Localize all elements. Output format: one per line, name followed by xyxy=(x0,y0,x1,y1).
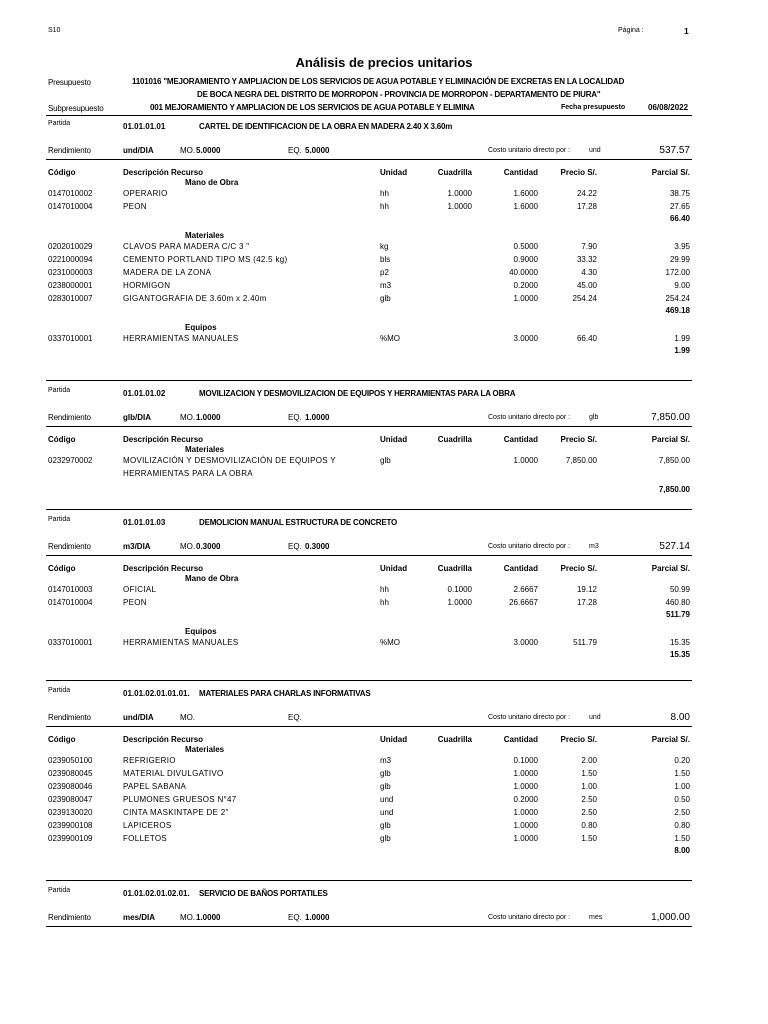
item-unit: glb xyxy=(380,294,391,303)
item-cuadrilla: 1.0000 xyxy=(447,598,472,607)
page-title: Análisis de precios unitarios xyxy=(295,55,473,70)
item-parcial: 0.20 xyxy=(674,756,690,765)
item-precio: 254.24 xyxy=(572,294,597,303)
item-cantidad: 2.6667 xyxy=(513,585,538,594)
col-descripcion-header: Descripción Recurso xyxy=(123,564,204,573)
item-code: 0239080046 xyxy=(48,782,93,791)
item-code: 0221000094 xyxy=(48,255,93,264)
group-total: 1.99 xyxy=(674,346,690,355)
item-unit: glb xyxy=(380,456,391,465)
item-code: 0337010001 xyxy=(48,334,93,343)
mo-value: 1.0000 xyxy=(196,913,221,922)
item-description-cont: HERRAMIENTAS PARA LA OBRA xyxy=(123,469,253,478)
partida-label: Partida xyxy=(48,120,71,127)
costo-value: 527.14 xyxy=(659,541,690,552)
mo-value: 5.0000 xyxy=(196,146,221,155)
item-cantidad: 0.2000 xyxy=(513,795,538,804)
item-parcial: 1.50 xyxy=(674,834,690,843)
subpresupuesto-label: Subpresupuesto xyxy=(48,104,104,113)
group-total: 7,850.00 xyxy=(658,485,690,494)
item-parcial: 15.35 xyxy=(669,638,690,647)
item-code: 0231000003 xyxy=(48,268,93,277)
table-row xyxy=(0,255,768,267)
item-precio: 33.32 xyxy=(576,255,597,264)
costo-label: Costo unitario directo por : xyxy=(488,543,571,550)
table-row xyxy=(0,585,768,597)
item-precio: 1.50 xyxy=(581,834,597,843)
col-cantidad-header: Cantidad xyxy=(503,168,538,177)
table-row xyxy=(0,268,768,280)
partida-label: Partida xyxy=(48,687,71,694)
item-parcial: 1.50 xyxy=(674,769,690,778)
item-description: HERRAMIENTAS MANUALES xyxy=(123,334,239,343)
table-row xyxy=(0,769,768,781)
item-precio: 19.12 xyxy=(576,585,597,594)
costo-unit: mes xyxy=(589,914,603,921)
item-description: CINTA MASKINTAPE DE 2" xyxy=(123,808,229,817)
item-parcial: 50.99 xyxy=(669,585,690,594)
item-cantidad: 3.0000 xyxy=(513,334,538,343)
item-precio: 2.00 xyxy=(581,756,597,765)
s10-label: S10 xyxy=(48,27,61,34)
item-parcial: 0.80 xyxy=(674,821,690,830)
col-cuadrilla-header: Cuadrilla xyxy=(437,168,472,177)
rendimiento-unit: glb/DIA xyxy=(123,413,151,422)
item-description: GIGANTOGRAFIA DE 3.60m x 2.40m xyxy=(123,294,267,303)
costo-unit: glb xyxy=(589,414,599,421)
col-parcial-header: Parcial S/. xyxy=(651,435,690,444)
item-cantidad: 1.0000 xyxy=(513,821,538,830)
costo-value: 537.57 xyxy=(659,145,690,156)
item-parcial: 460.80 xyxy=(665,598,690,607)
item-cantidad: 1.0000 xyxy=(513,769,538,778)
table-row xyxy=(0,782,768,794)
item-code: 0202010029 xyxy=(48,242,93,251)
costo-label: Costo unitario directo por : xyxy=(488,714,571,721)
item-description: LAPICEROS xyxy=(123,821,172,830)
item-unit: %MO xyxy=(380,334,400,343)
eq-label: EQ. xyxy=(288,913,302,922)
item-parcial: 0.50 xyxy=(674,795,690,804)
item-cantidad: 0.5000 xyxy=(513,242,538,251)
item-description: CLAVOS PARA MADERA C/C 3 " xyxy=(123,242,250,251)
col-cantidad-header: Cantidad xyxy=(503,564,538,573)
group-label: Materiales xyxy=(185,231,225,240)
item-code: 0239900109 xyxy=(48,834,93,843)
fecha-presupuesto-label: Fecha presupuesto xyxy=(561,104,626,111)
item-code: 0337010001 xyxy=(48,638,93,647)
partida-name: MOVILIZACION Y DESMOVILIZACION DE EQUIPOS Y HERRAMIENTAS PARA LA OBRA xyxy=(199,389,516,398)
eq-label: EQ. xyxy=(288,413,302,422)
item-unit: m3 xyxy=(380,281,392,290)
table-row xyxy=(0,821,768,833)
item-unit: kg xyxy=(380,242,389,251)
item-code: 0283010007 xyxy=(48,294,93,303)
item-cantidad: 1.0000 xyxy=(513,782,538,791)
item-description: FOLLETOS xyxy=(123,834,168,843)
table-row xyxy=(0,242,768,254)
item-code: 0238000001 xyxy=(48,281,93,290)
table-row xyxy=(0,334,768,346)
rendimiento-divider xyxy=(46,926,692,927)
item-precio: 1.00 xyxy=(581,782,597,791)
item-precio: 17.28 xyxy=(576,202,597,211)
item-unit: glb xyxy=(380,821,391,830)
eq-label: EQ. xyxy=(288,146,302,155)
item-unit: glb xyxy=(380,769,391,778)
group-label: Equipos xyxy=(185,323,217,332)
item-cantidad: 1.0000 xyxy=(513,808,538,817)
partida-section xyxy=(0,885,768,895)
item-cantidad: 0.2000 xyxy=(513,281,538,290)
mo-label: MO. xyxy=(180,713,196,722)
mo-label: MO. xyxy=(180,146,196,155)
partida-label: Partida xyxy=(48,516,71,523)
item-parcial: 3.95 xyxy=(674,242,690,251)
fecha-presupuesto-value: 06/08/2022 xyxy=(648,103,689,112)
costo-unit: und xyxy=(589,714,601,721)
col-descripcion-header: Descripción Recurso xyxy=(123,435,204,444)
col-parcial-header: Parcial S/. xyxy=(651,564,690,573)
eq-value: 5.0000 xyxy=(305,146,330,155)
eq-label: EQ. xyxy=(288,542,302,551)
rendimiento-unit: und/DIA xyxy=(123,713,154,722)
rendimiento-label: Rendimiento xyxy=(48,413,91,422)
group-label: Mano de Obra xyxy=(185,574,239,583)
presupuesto-value-line1: 1101016 "MEJORAMIENTO Y AMPLIACION DE LOS SERVICIOS DE AGUA POTABLE Y ELIMINACIÓN DE EXCRETAS EN LA LOCALIDAD xyxy=(132,77,625,86)
item-description: PEON xyxy=(123,202,147,211)
item-cuadrilla: 1.0000 xyxy=(447,189,472,198)
col-codigo-header: Código xyxy=(48,564,76,573)
table-row xyxy=(0,189,768,201)
item-precio: 7,850.00 xyxy=(565,456,597,465)
table-row-continuation xyxy=(0,469,768,481)
item-unit: hh xyxy=(380,189,389,198)
partida-name: CARTEL DE IDENTIFICACION DE LA OBRA EN MADERA 2.40 X 3.60m xyxy=(199,122,453,131)
item-unit: und xyxy=(380,808,394,817)
item-parcial: 27.65 xyxy=(669,202,690,211)
item-parcial: 9.00 xyxy=(674,281,690,290)
col-unidad-header: Unidad xyxy=(380,564,408,573)
mo-value: 1.0000 xyxy=(196,413,221,422)
item-code: 0239050100 xyxy=(48,756,93,765)
item-description: PAPEL SABANA xyxy=(123,782,187,791)
item-precio: 45.00 xyxy=(576,281,597,290)
col-cantidad-header: Cantidad xyxy=(503,435,538,444)
item-code: 0239080045 xyxy=(48,769,93,778)
group-label: Equipos xyxy=(185,627,217,636)
item-cantidad: 1.0000 xyxy=(513,834,538,843)
costo-label: Costo unitario directo por : xyxy=(488,914,571,921)
col-codigo-header: Código xyxy=(48,168,76,177)
mo-label: MO. xyxy=(180,413,196,422)
item-cantidad: 1.0000 xyxy=(513,294,538,303)
rendimiento-divider xyxy=(46,159,692,160)
item-code: 0239130020 xyxy=(48,808,93,817)
partida-code: 01.01.02.01.02.01. xyxy=(123,889,190,898)
rendimiento-label: Rendimiento xyxy=(48,913,91,922)
item-cantidad: 1.0000 xyxy=(513,456,538,465)
costo-value: 8.00 xyxy=(670,712,690,723)
costo-unit: und xyxy=(589,147,601,154)
page-label: Página : xyxy=(618,27,644,34)
item-cantidad: 1.6000 xyxy=(513,189,538,198)
partida-name: DEMOLICION MANUAL ESTRUCTURA DE CONCRETO xyxy=(199,518,398,527)
item-cuadrilla: 1.0000 xyxy=(447,202,472,211)
partida-code: 01.01.01.02 xyxy=(123,389,166,398)
partida-divider xyxy=(46,880,692,881)
item-parcial: 38.75 xyxy=(669,189,690,198)
item-unit: hh xyxy=(380,598,389,607)
item-code: 0147010002 xyxy=(48,189,93,198)
partida-section xyxy=(0,685,768,695)
col-precio-header: Precio S/. xyxy=(560,168,597,177)
item-code: 0147010003 xyxy=(48,585,93,594)
item-unit: hh xyxy=(380,585,389,594)
rendimiento-unit: m3/DIA xyxy=(123,542,151,551)
partida-label: Partida xyxy=(48,887,71,894)
table-row xyxy=(0,638,768,650)
item-cantidad: 3.0000 xyxy=(513,638,538,647)
item-unit: m3 xyxy=(380,756,392,765)
item-code: 0147010004 xyxy=(48,598,93,607)
rendimiento-unit: und/DIA xyxy=(123,146,154,155)
rendimiento-divider xyxy=(46,426,692,427)
item-unit: und xyxy=(380,795,394,804)
item-code: 0232970002 xyxy=(48,456,93,465)
item-parcial: 172.00 xyxy=(665,268,690,277)
partida-code: 01.01.01.03 xyxy=(123,518,166,527)
rendimiento-label: Rendimiento xyxy=(48,542,91,551)
rendimiento-label: Rendimiento xyxy=(48,146,91,155)
col-unidad-header: Unidad xyxy=(380,735,408,744)
item-cantidad: 26.6667 xyxy=(509,598,538,607)
item-precio: 511.79 xyxy=(573,638,597,647)
item-cuadrilla: 0.1000 xyxy=(447,585,472,594)
item-cantidad: 0.9000 xyxy=(513,255,538,264)
item-precio: 2.50 xyxy=(581,795,597,804)
item-precio: 7.90 xyxy=(581,242,597,251)
group-total: 15.35 xyxy=(669,650,690,659)
item-description: MADERA DE LA ZONA xyxy=(123,268,212,277)
col-unidad-header: Unidad xyxy=(380,435,408,444)
page-number: 1 xyxy=(684,26,689,36)
item-description: OPERARIO xyxy=(123,189,168,198)
table-row xyxy=(0,756,768,768)
item-precio: 17.28 xyxy=(576,598,597,607)
group-total: 469.18 xyxy=(665,306,690,315)
table-row xyxy=(0,456,768,468)
rendimiento-label: Rendimiento xyxy=(48,713,91,722)
item-parcial: 254.24 xyxy=(665,294,690,303)
col-precio-header: Precio S/. xyxy=(560,564,597,573)
rendimiento-unit: mes/DIA xyxy=(123,913,156,922)
presupuesto-value-line2: DE BOCA NEGRA DEL DISTRITO DE MORROPON - PROVINCIA DE MORROPON - DEPARTAMENTO DE PIURA" xyxy=(197,90,601,99)
table-row xyxy=(0,598,768,610)
table-row xyxy=(0,281,768,293)
col-cuadrilla-header: Cuadrilla xyxy=(437,435,472,444)
rendimiento-divider xyxy=(46,726,692,727)
eq-value: 1.0000 xyxy=(305,913,330,922)
presupuesto-label: Presupuesto xyxy=(48,78,91,87)
col-descripcion-header: Descripción Recurso xyxy=(123,168,204,177)
col-cuadrilla-header: Cuadrilla xyxy=(437,735,472,744)
group-label: Materiales xyxy=(185,745,225,754)
item-cantidad: 1.6000 xyxy=(513,202,538,211)
item-precio: 1.50 xyxy=(581,769,597,778)
item-description: REFRIGERIO xyxy=(123,756,176,765)
item-description: HORMIGON xyxy=(123,281,171,290)
costo-value: 1,000.00 xyxy=(651,912,690,923)
item-precio: 0.80 xyxy=(581,821,597,830)
item-precio: 4.30 xyxy=(581,268,597,277)
item-description: PLUMONES GRUESOS N°47 xyxy=(123,795,237,804)
partida-code: 01.01.02.01.01.01. xyxy=(123,689,190,698)
mo-label: MO. xyxy=(180,542,196,551)
eq-label: EQ. xyxy=(288,713,302,722)
item-parcial: 2.50 xyxy=(674,808,690,817)
costo-label: Costo unitario directo por : xyxy=(488,147,571,154)
item-unit: %MO xyxy=(380,638,400,647)
partida-name: MATERIALES PARA CHARLAS INFORMATIVAS xyxy=(199,689,371,698)
mo-label: MO. xyxy=(180,913,196,922)
item-precio: 24.22 xyxy=(576,189,597,198)
item-code: 0239900108 xyxy=(48,821,93,830)
col-cuadrilla-header: Cuadrilla xyxy=(437,564,472,573)
item-parcial: 29.99 xyxy=(669,255,690,264)
item-unit: p2 xyxy=(380,268,389,277)
rendimiento-divider xyxy=(46,555,692,556)
col-precio-header: Precio S/. xyxy=(560,735,597,744)
header-divider xyxy=(46,115,692,116)
eq-value: 0.3000 xyxy=(305,542,330,551)
table-row xyxy=(0,294,768,306)
col-precio-header: Precio S/. xyxy=(560,435,597,444)
item-cantidad: 40.0000 xyxy=(509,268,538,277)
group-total: 511.79 xyxy=(665,610,690,619)
item-unit: glb xyxy=(380,782,391,791)
item-unit: hh xyxy=(380,202,389,211)
col-parcial-header: Parcial S/. xyxy=(651,168,690,177)
partida-divider xyxy=(46,680,692,681)
partida-code: 01.01.01.01 xyxy=(123,122,166,131)
group-label: Mano de Obra xyxy=(185,178,239,187)
costo-unit: m3 xyxy=(589,543,599,550)
group-label: Materiales xyxy=(185,445,225,454)
item-description: CEMENTO PORTLAND TIPO MS (42.5 kg) xyxy=(123,255,288,264)
item-description: OFICIAL xyxy=(123,585,157,594)
col-codigo-header: Código xyxy=(48,435,76,444)
col-cantidad-header: Cantidad xyxy=(503,735,538,744)
col-parcial-header: Parcial S/. xyxy=(651,735,690,744)
item-unit: bls xyxy=(380,255,391,264)
group-total: 66.40 xyxy=(669,214,690,223)
item-parcial: 1.99 xyxy=(674,334,690,343)
table-row xyxy=(0,795,768,807)
partida-name: SERVICIO DE BAÑOS PORTATILES xyxy=(199,889,328,898)
item-precio: 2.50 xyxy=(581,808,597,817)
table-row xyxy=(0,202,768,214)
table-row xyxy=(0,808,768,820)
item-parcial: 7,850.00 xyxy=(658,456,690,465)
col-codigo-header: Código xyxy=(48,735,76,744)
partida-divider xyxy=(46,509,692,510)
col-unidad-header: Unidad xyxy=(380,168,408,177)
item-code: 0147010004 xyxy=(48,202,93,211)
partida-label: Partida xyxy=(48,387,71,394)
group-total: 8.00 xyxy=(674,846,690,855)
costo-label: Costo unitario directo por : xyxy=(488,414,571,421)
item-parcial: 1.00 xyxy=(674,782,690,791)
item-description: MOVILIZACIÓN Y DESMOVILIZACIÓN DE EQUIPOS Y xyxy=(123,456,336,465)
costo-value: 7,850.00 xyxy=(651,412,690,423)
item-description: PEON xyxy=(123,598,147,607)
eq-value: 1.0000 xyxy=(305,413,330,422)
subpresupuesto-value: 001 MEJORAMIENTO Y AMPLIACION DE LOS SERVICIOS DE AGUA POTABLE Y ELIMINA xyxy=(150,103,475,112)
item-precio: 66.40 xyxy=(576,334,597,343)
item-description: MATERIAL DIVULGATIVO xyxy=(123,769,224,778)
mo-value: 0.3000 xyxy=(196,542,221,551)
item-description: HERRAMIENTAS MANUALES xyxy=(123,638,239,647)
col-descripcion-header: Descripción Recurso xyxy=(123,735,204,744)
item-code: 0239080047 xyxy=(48,795,93,804)
table-row xyxy=(0,834,768,846)
item-cantidad: 0.1000 xyxy=(513,756,538,765)
item-unit: glb xyxy=(380,834,391,843)
partida-divider xyxy=(46,380,692,381)
